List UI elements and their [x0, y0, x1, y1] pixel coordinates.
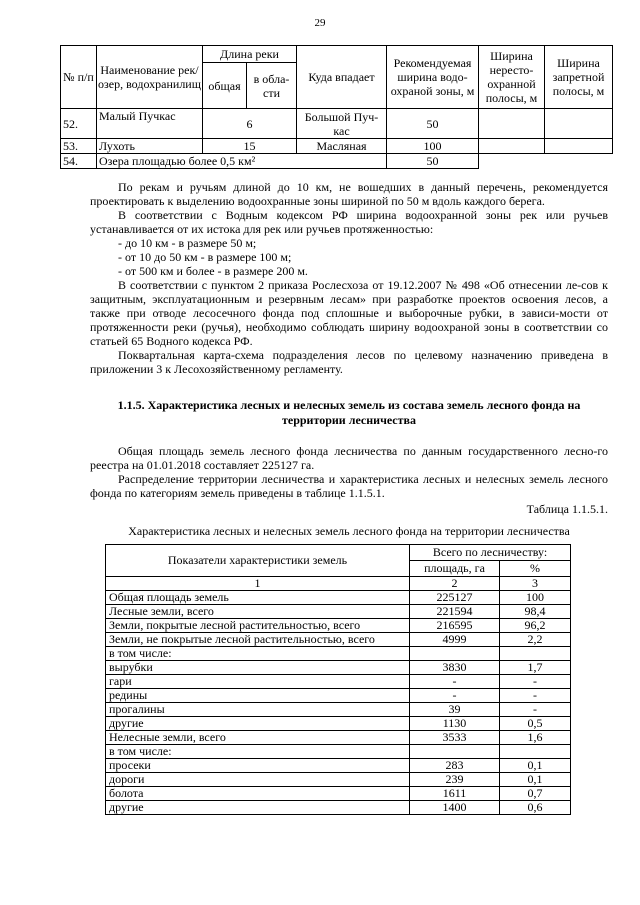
column-numbers: 1 2 3 — [106, 577, 571, 591]
header-name: Наименование рек/озер, водохранилищ — [97, 46, 203, 109]
header-forbidden-width: Ширина запретной полосы, м — [545, 46, 613, 109]
header-length-total: общая — [203, 63, 247, 109]
water-zone-text — [90, 180, 608, 376]
section-text — [90, 444, 608, 538]
list-item: - до 10 км - в размере 50 м; — [118, 236, 257, 250]
table-row: болота 1611 0,7 — [106, 787, 571, 801]
table-row: в том числе: — [106, 745, 571, 759]
table-label: Таблица 1.1.5.1. — [526, 502, 608, 516]
table-row: Земли, покрытые лесной растительностью, всего 216595 96,2 — [106, 619, 571, 633]
table-row: редины - - — [106, 689, 571, 703]
paragraph: Поквартальная карта-схема подразделения лесов по целевому назначению приведена в приложении 3 к Лесохозяйственному регламенту. — [90, 348, 608, 376]
header-length-region: в обла-сти — [247, 63, 297, 109]
table-row: гари - - — [106, 675, 571, 689]
table-row: 52. Малый Пучкас 6 Большой Пуч-кас 50 — [61, 109, 613, 139]
paragraph: Общая площадь земель лесного фонда лесничества по данным государственного лесно-го реестра на 01.01.2018 составляет 225127 га. — [90, 444, 608, 472]
paragraph: В соответствии с пунктом 2 приказа Рослесхоза от 19.12.2007 № 498 «Об отнесении ле-сов к защитным, эксплуатационным и резервным лесам» при разработке проектов освоения лесов, а также при отводе лесосечного фонда под сплошные и выборочные рубки, в зависи-мости от протяженности реки (ручья), необходимо соблюдать ширину водоохраной зоны в соответствии со статьей 65 Водного кодекса РФ. — [90, 278, 608, 348]
header-length: Длина реки — [203, 46, 297, 63]
paragraph: В соответствии с Водным кодексом РФ ширина водоохранной зоны рек или ручьев устанавливается от их истока для рек или ручьев протяженностью: — [90, 208, 608, 236]
header-zone-width: Рекомендуемая ширина водо-охраной зоны, м — [387, 46, 479, 109]
table-row: Лесные земли, всего 221594 98,4 — [106, 605, 571, 619]
table-row: другие 1400 0,6 — [106, 801, 571, 815]
list-item: - от 500 км и более - в размере 200 м. — [118, 264, 308, 278]
table-row: 54. Озера площадью более 0,5 км² 50 — [61, 154, 613, 169]
table-caption: Характеристика лесных и нелесных земель лесного фонда на территории лесничества — [128, 524, 570, 538]
section-heading: 1.1.5. Характеристика лесных и нелесных земель из состава земель лесного фонда на территории лесничества — [117, 398, 581, 427]
header-area: площадь, га — [410, 561, 500, 577]
table-row: Земли, не покрытые лесной растительностью, всего 4999 2,2 — [106, 633, 571, 647]
table-row: в том числе: — [106, 647, 571, 661]
header-flows-into: Куда впадает — [297, 46, 387, 109]
header-spawning-width: Ширина нересто-охранной полосы, м — [479, 46, 545, 109]
paragraph: По рекам и ручьям длиной до 10 км, не вошедших в данный перечень, рекомендуется проектировать к выделению водоохранные зоны шириной по 50 м вдоль каждого берега. — [90, 180, 608, 208]
table-row: дороги 239 0,1 — [106, 773, 571, 787]
paragraph: Распределение территории лесничества и характеристика лесных и нелесных земель лесного фонда по категориям земель приведены в таблице 1.1.5.1. — [90, 472, 608, 500]
table-row: Нелесные земли, всего 3533 1,6 — [106, 731, 571, 745]
table-row: другие 1130 0,5 — [106, 717, 571, 731]
table-row: 53. Лухоть 15 Масляная 100 — [61, 139, 613, 154]
header-pct: % — [500, 561, 571, 577]
list-item: - от 10 до 50 км - в размере 100 м; — [118, 250, 292, 264]
table-row: вырубки 3830 1,7 — [106, 661, 571, 675]
table-row: просеки 283 0,1 — [106, 759, 571, 773]
header-total: Всего по лесничеству: — [410, 545, 571, 561]
table-row: прогалины 39 - — [106, 703, 571, 717]
rivers-table — [60, 45, 613, 169]
land-table — [105, 544, 571, 815]
page-number: 29 — [314, 17, 326, 29]
table-row: Общая площадь земель 225127 100 — [106, 591, 571, 605]
header-indicators: Показатели характеристики земель — [106, 545, 410, 577]
header-num: № п/п — [61, 46, 97, 109]
